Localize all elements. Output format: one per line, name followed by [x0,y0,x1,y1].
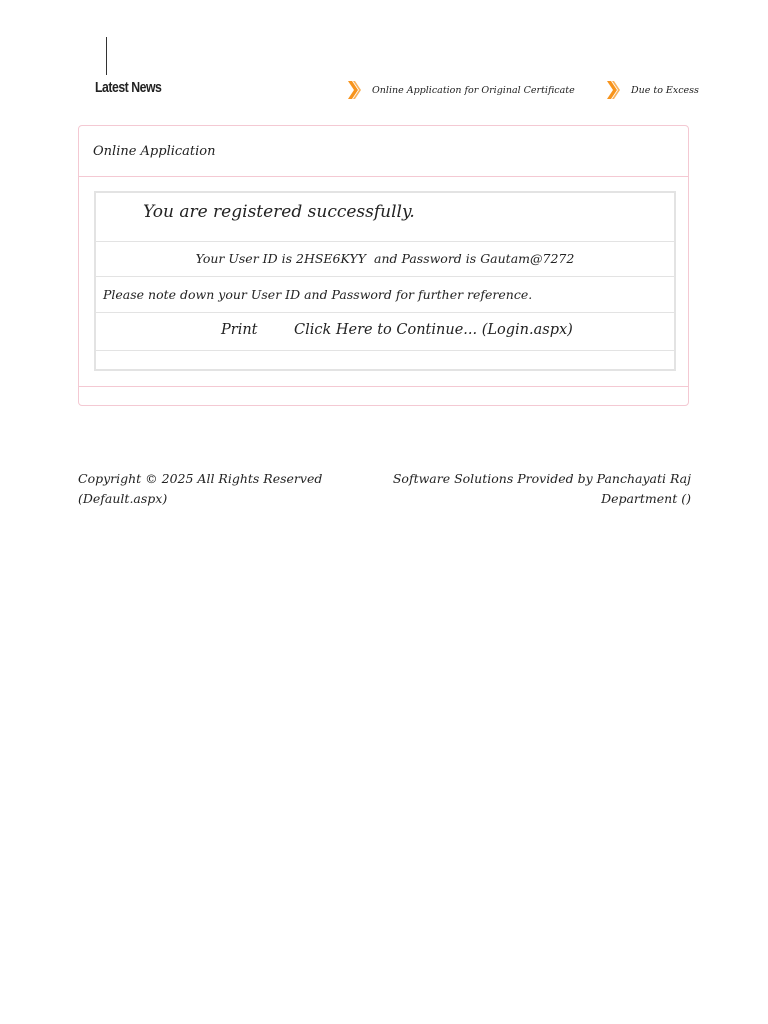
credentials-prefix: Your User ID is [195,251,293,266]
table-row [96,193,674,242]
panel-footer-divider [79,386,688,387]
registration-result-table [94,191,676,371]
table-row [96,313,674,351]
news-ticker-item[interactable] [346,79,575,101]
table-row [96,277,674,313]
double-chevron-right-icon [605,79,621,101]
success-message: You are registered successfully. [143,202,415,222]
news-item-text[interactable]: Due to Excess [631,84,699,96]
user-id-value: 2HSE6KYY [296,251,367,266]
panel-heading: Online Application [79,126,688,177]
copyright-link[interactable]: Copyright © 2025 All Rights Reserved (Default.aspx) [78,471,323,506]
news-item-text[interactable]: Online Application for Original Certificate [372,84,575,96]
print-link[interactable]: Print [221,322,258,338]
latest-news-title: Latest News [95,79,162,96]
continue-login-link[interactable]: Click Here to Continue... (Login.aspx) [294,322,573,338]
credentials-text [96,251,674,266]
online-application-panel [78,125,689,406]
reference-note: Please note down your User ID and Password for further reference. [103,287,533,302]
news-divider [106,37,107,75]
news-ticker-item[interactable] [605,79,699,101]
table-row [96,242,674,277]
password-value: Gautam@7272 [480,251,575,266]
credentials-middle: and Password is [374,251,477,266]
software-credit-link[interactable]: Software Solutions Provided by Panchayati Raj Department () [392,471,691,506]
double-chevron-right-icon [346,79,362,101]
